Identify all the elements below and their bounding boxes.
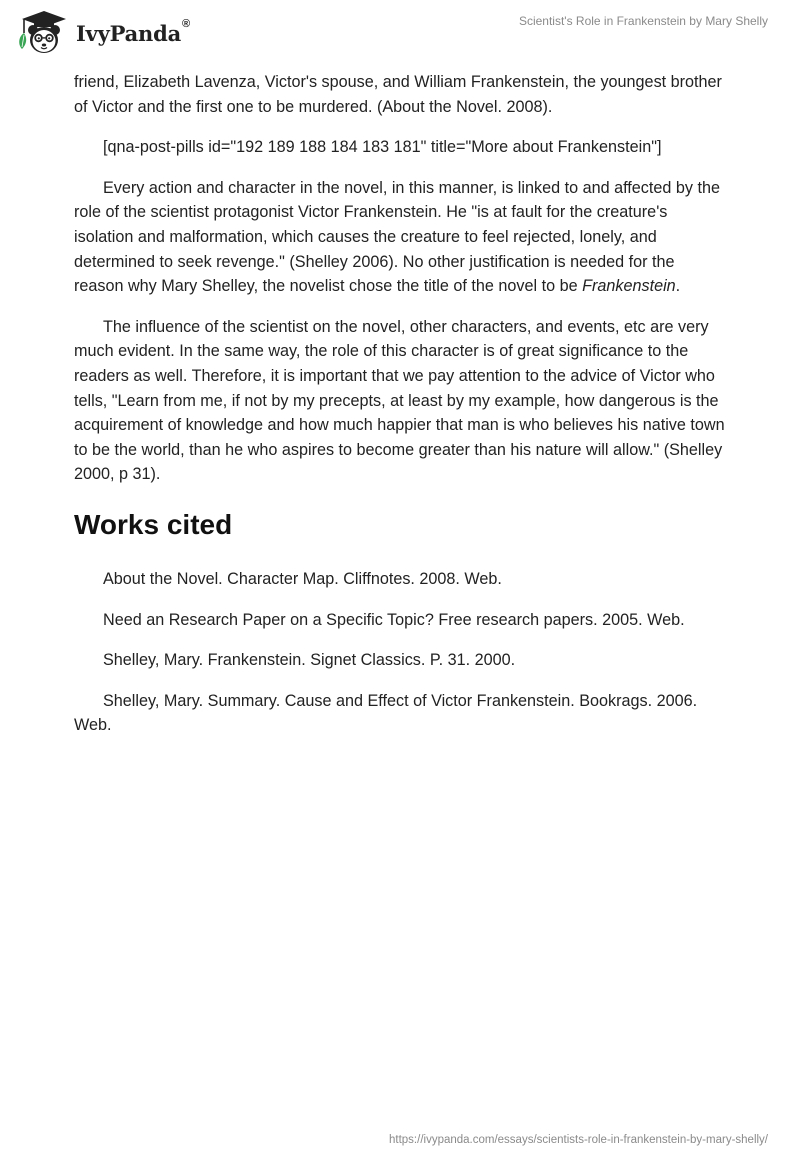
citation-item: Need an Research Paper on a Specific Topic? Free research papers. 2005. Web. (103, 610, 685, 629)
paragraph-3-text: Every action and character in the novel, in this manner, is linked to and affected by the role of the scientist protagonist Victor Frankenstein. He "is at fault for the creature's isolation and malformation, which causes the creature to feel rejected, lonely, and determined to seek revenge." (Shelley 2006). No other justification is needed for the reason why Mary Shelley, the novelist chose the title of the novel to be (74, 178, 720, 296)
works-cited-heading: Works cited (74, 508, 233, 540)
citation-item: About the Novel. Character Map. Cliffnotes. 2008. Web. (103, 569, 502, 588)
document-title: Scientist's Role in Frankenstein by Mary Shelly (518, 14, 768, 28)
ivypanda-logo[interactable] (14, 8, 190, 58)
paragraph-1: friend, Elizabeth Lavenza, Victor's spouse, and William Frankenstein, the youngest brother of Victor and the first one to be murdered. (About the Novel. 2008). (74, 73, 722, 116)
paragraph-shortcode: [qna-post-pills id="192 189 188 184 183 181" title="More about Frankenstein"] (103, 138, 662, 157)
panda-graduate-icon (14, 9, 74, 57)
page-header (0, 0, 800, 68)
citation-item: Shelley, Mary. Summary. Cause and Effect of Victor Frankenstein. Bookrags. 2006. Web. (74, 691, 698, 735)
novel-title-italic: Frankenstein (582, 277, 676, 296)
essay-content (74, 70, 726, 754)
source-url[interactable]: https://ivypanda.com/essays/scientists-role-in-frankenstein-by-mary-shelly/ (389, 1134, 768, 1146)
citation-item: Shelley, Mary. Frankenstein. Signet Classics. P. 31. 2000. (103, 651, 516, 670)
paragraph-4: The influence of the scientist on the novel, other characters, and events, etc are very much evident. In the same way, the role of this character is of great significance to the readers as well. Therefore, it is important that we pay attention to the advice of Victor who tells, "Learn from me, if not by my precepts, at least by my example, how dangerous is the acquirement of knowledge and how much happier that man is who believes his native town to be the world, than he who aspires to become greater than his nature will allow." (Shelley 2000, p 31). (74, 317, 725, 484)
logo-wordmark: IvyPanda® (76, 17, 190, 46)
paragraph-3-end: . (675, 277, 681, 296)
paragraph-3 (74, 176, 726, 299)
registered-mark: ® (182, 17, 190, 30)
